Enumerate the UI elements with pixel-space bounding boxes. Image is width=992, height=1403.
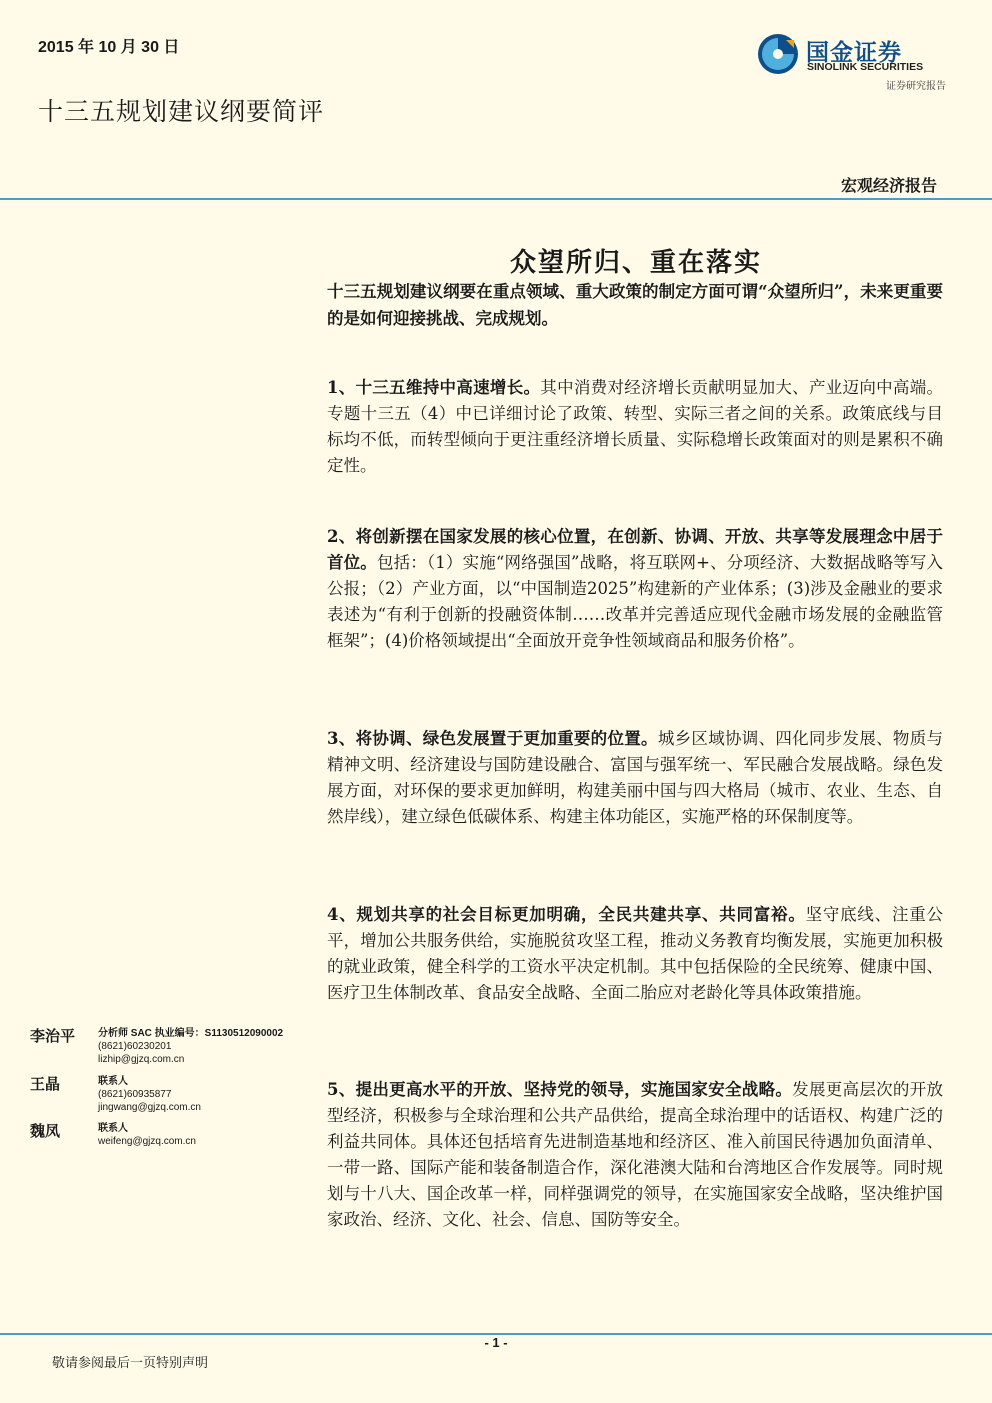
paragraph-1 bbox=[327, 375, 943, 479]
paragraph-4-body: 坚守底线、注重公平，增加公共服务供给，实施脱贫攻坚工程，推动义务教育均衡发展，实施更加积极的就业政策，健全科学的工资水平决定机制。其中包括保险的全民统筹、健康中国、医疗卫生体制改革、食品安全战略、全面二胎应对老龄化等具体政策措施。 bbox=[327, 905, 943, 1002]
logo-name-en: SINOLINK SECURITIES bbox=[807, 61, 924, 73]
analyst-phone: (8621)60935877 bbox=[98, 1089, 172, 1100]
analyst-role: 联系人 bbox=[98, 1123, 128, 1134]
analyst-name: 李治平 bbox=[30, 1027, 76, 1045]
paragraph-4 bbox=[327, 902, 943, 1006]
paragraph-3-lead: 3、将协调、绿色发展置于更加重要的位置。 bbox=[327, 729, 658, 748]
page-number: - 1 - bbox=[484, 1335, 508, 1350]
paragraph-4-lead: 4、规划共享的社会目标更加明确，全民共建共享、共同富裕。 bbox=[327, 905, 806, 924]
logo-subtitle: 证券研究报告 bbox=[886, 81, 946, 92]
analyst-phone: (8621)60230201 bbox=[98, 1041, 172, 1052]
document-title: 十三五规划建议纲要简评 bbox=[38, 97, 325, 126]
summary: 十三五规划建议纲要在重点领域、重大政策的制定方面可谓“众望所归”，未来更重要的是如何迎接挑战、完成规划。 bbox=[327, 282, 943, 328]
paragraph-1-lead: 1、十三五维持中高速增长。 bbox=[327, 378, 541, 397]
analyst-role: 联系人 bbox=[98, 1076, 128, 1087]
report-date: 2015 年 10 月 30 日 bbox=[38, 39, 180, 56]
analyst-name: 魏凤 bbox=[30, 1122, 61, 1140]
analyst-name: 王晶 bbox=[30, 1075, 61, 1093]
analyst-email[interactable]: weifeng@gjzq.com.cn bbox=[98, 1136, 196, 1147]
analyst-info bbox=[98, 1027, 283, 1066]
header-divider bbox=[0, 198, 992, 200]
paragraph-3-body: 城乡区域协调、四化同步发展、物质与精神文明、经济建设与国防建设融合、富国与强军统一、军民融合发展战略。绿色发展方面，对环保的要求更加鲜明，构建美丽中国与四大格局（城市、农业、生态、自然岸线），建立绿色低碳体系、构建主体功能区，实施严格的环保制度等。 bbox=[327, 729, 944, 826]
paragraph-1-body: 其中消费对经济增长贡献明显加大、产业迈向中高端。专题十三五（4）中已详细讨论了政策、转型、实际三者之间的关系。政策底线与目标均不低，而转型倾向于更注重经济增长质量、实际稳增长政策面对的则是累积不确定性。 bbox=[327, 378, 943, 475]
sinolink-logo-icon bbox=[756, 32, 800, 76]
paragraph-5-lead: 5、提出更高水平的开放、坚持党的领导，实施国家安全战略。 bbox=[327, 1080, 793, 1099]
logo-name-cn: 国金证券 bbox=[806, 39, 902, 65]
headline: 众望所归、重在落实 bbox=[509, 248, 762, 278]
paragraph-2-body: 包括：（1）实施“网络强国”战略，将互联网+、分项经济、大数据战略等写入公报；（2）产业方面，以“中国制造2025”构建新的产业体系；(3)涉及金融业的要求表述为“有利于创新的投融资体制……改革并完善适应现代金融市场发展的金融监管框架”；(4)价格领域提出“全面放开竞争性领域商品和服务价格”。 bbox=[327, 553, 944, 650]
analyst-email[interactable]: jingwang@gjzq.com.cn bbox=[98, 1102, 201, 1113]
analyst-info bbox=[98, 1122, 196, 1148]
report-type: 宏观经济报告 bbox=[840, 176, 937, 195]
analyst-info bbox=[98, 1075, 201, 1114]
paragraph-2-lead: 2、将创新摆在国家发展的核心位置，在创新、协调、开放、共享等发展理念中居于首位。 bbox=[327, 527, 943, 572]
analyst-email[interactable]: lizhip@gjzq.com.cn bbox=[98, 1054, 185, 1065]
analyst-role: 分析师 SAC 执业编号：S1130512090002 bbox=[98, 1028, 284, 1039]
paragraph-5-body: 发展更高层次的开放型经济，积极参与全球治理和公共产品供给，提高全球治理中的话语权、构建广泛的利益共同体。具体还包括培育先进制造基地和经济区、准入前国民待遇加负面清单、一带一路、国际产能和装备制造合作，深化港澳大陆和台湾地区合作发展等。同时规划与十八大、国企改革一样，同样强调党的领导，在实施国家安全战略，坚决维护国家政治、经济、文化、社会、信息、国防等安全。 bbox=[327, 1080, 944, 1229]
paragraph-2 bbox=[327, 524, 943, 654]
paragraph-5 bbox=[327, 1077, 943, 1233]
paragraph-3 bbox=[327, 726, 943, 830]
footer-disclaimer-note: 敬请参阅最后一页特别声明 bbox=[52, 1356, 209, 1371]
company-logo bbox=[756, 30, 946, 90]
